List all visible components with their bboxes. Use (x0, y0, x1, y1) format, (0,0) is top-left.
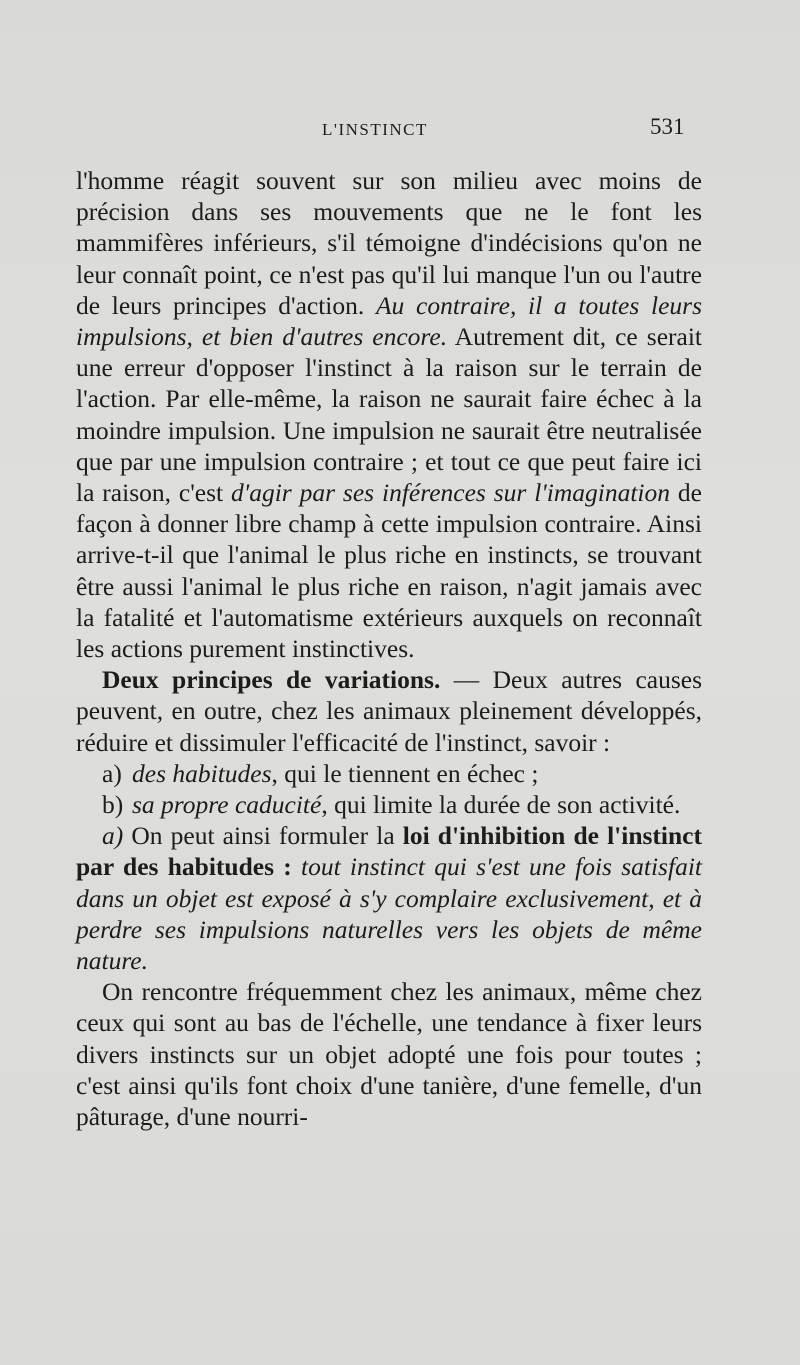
section-heading: Deux principes de variations. (102, 665, 441, 695)
list-item (76, 758, 702, 789)
paragraph-text: On peut ainsi formuler la (123, 821, 403, 851)
list-item-italic: sa propre caducité (132, 790, 322, 820)
law-title: loi d'inhibition de l'instinct par des habitudes : (76, 821, 702, 882)
paragraph-text: On rencontre fréquemment chez les animaux, même chez ceux qui sont au bas de l'échelle, une tendance à fixer leurs divers instincts sur un objet adopté une fois pour toutes ; c'est ainsi qu'ils font choix d'une tanière, d'une femelle, d'un pâturage, d'une nourri- (76, 977, 702, 1132)
list-item (76, 789, 702, 820)
paragraph-text: de façon à donner libre champ à cette impulsion contraire. Ainsi arrive-t-il que l'animal le plus riche en instincts, se trouvant être aussi l'animal le plus riche en raison, n'agit jamais avec la fatalité et l'automatisme extérieurs auxquels on reconnaît les actions purement instinctives. (76, 478, 702, 664)
page-number: 531 (650, 114, 685, 139)
law-marker: a) (102, 821, 124, 851)
italic-phrase: Au contraire, il a toutes leurs impulsions, et bien d'autres encore. (76, 290, 702, 352)
page-header (0, 112, 800, 146)
running-head: L'INSTINCT (322, 120, 428, 139)
paragraph-text: — Deux autres causes peuvent, en outre, chez les animaux pleinement développés, réduire et dissimuler l'efficacité de l'instinct, savoir : (76, 665, 703, 757)
list-item-text: , qui limite la durée de son activité. (321, 790, 681, 820)
list-marker: a) (102, 758, 122, 788)
paragraph-text: l'homme réagit souvent sur son milieu avec moins de précision dans ses mouvements que ne le font les mammifères inférieurs, s'il témoigne d'indécisions qu'on ne leur connaît point, ce n'est pas qu'il lui manque l'un ou l'autre de leurs principes d'action. (76, 166, 702, 320)
paragraph-law (76, 820, 702, 976)
paragraph-habits (76, 976, 702, 1132)
list-item-italic: des habitudes (132, 758, 272, 788)
list-marker: b) (102, 790, 124, 820)
law-statement: tout instinct qui s'est une fois satisfait dans un objet est exposé à s'y complaire exclusivement, et à perdre ses impulsions naturelles vers les objets de même nature. (76, 852, 702, 976)
list-item-text: , qui le tiennent en échec ; (271, 758, 539, 788)
paragraph-text: Autrement dit, ce serait une erreur d'opposer l'instinct à la raison sur le terrain de l'action. Par elle-même, la raison ne saurait faire échec à la moindre impulsion. Une impulsion ne saurait être neutralisée que par une impulsion contraire ; et tout ce que peut faire ici la raison, c'est (76, 322, 702, 508)
italic-phrase: d'agir par ses inférences sur l'imagination (231, 478, 671, 508)
paragraph-principles (76, 664, 702, 758)
body-text (76, 165, 702, 1132)
paragraph-continuation (76, 165, 702, 664)
